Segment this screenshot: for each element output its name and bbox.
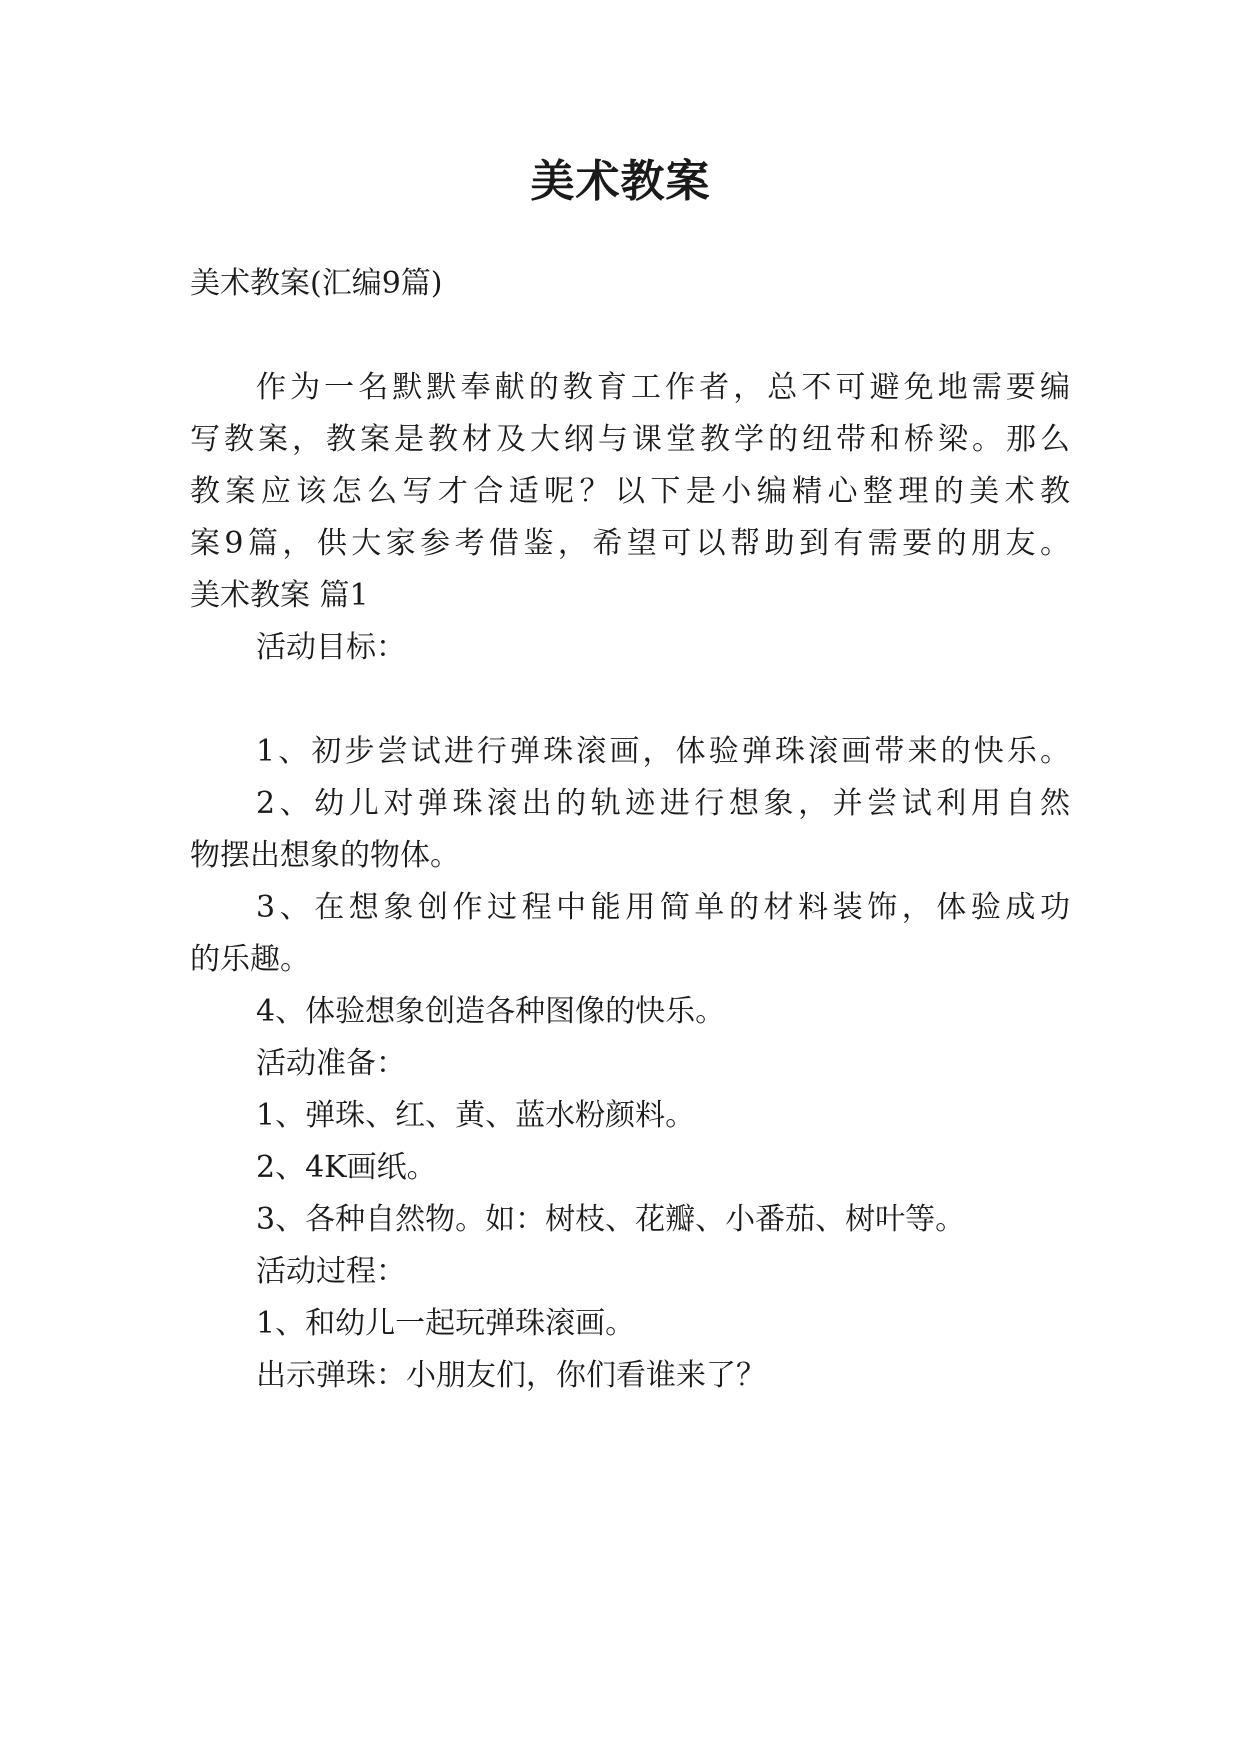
goal-item: 3、在想象创作过程中能用简单的材料装饰，体验成功 [256, 890, 1070, 925]
section-heading: 美术教案 篇1 [190, 578, 369, 613]
goal-item-continuation: 物摆出想象的物体。 [190, 838, 460, 873]
goal-item: 4、体验想象创造各种图像的快乐。 [256, 994, 726, 1029]
goal-item: 1、初步尝试进行弹珠滚画，体验弹珠滚画带来的快乐。 [256, 734, 1070, 769]
intro-line: 案9篇，供大家参考借鉴，希望可以帮助到有需要的朋友。 [190, 526, 1070, 561]
document-title: 美术教案 [530, 156, 711, 207]
intro-line: 写教案，教案是教材及大纲与课堂教学的纽带和桥梁。那么 [190, 422, 1070, 457]
process-heading: 活动过程： [256, 1254, 406, 1289]
prep-heading: 活动准备： [256, 1046, 406, 1081]
intro-line: 作为一名默默奉献的教育工作者，总不可避免地需要编 [256, 370, 1070, 405]
process-item: 出示弹珠：小朋友们，你们看谁来了？ [256, 1358, 766, 1393]
intro-line: 教案应该怎么写才合适呢？以下是小编精心整理的美术教 [190, 474, 1070, 509]
prep-item: 3、各种自然物。如：树枝、花瓣、小番茄、树叶等。 [256, 1202, 966, 1237]
goal-item: 2、幼儿对弹珠滚出的轨迹进行想象，并尝试利用自然 [256, 786, 1070, 821]
process-item: 1、和幼儿一起玩弹珠滚画。 [256, 1306, 636, 1341]
document-subtitle: 美术教案(汇编9篇) [190, 266, 443, 301]
goal-item-continuation: 的乐趣。 [190, 942, 310, 977]
prep-item: 1、弹珠、红、黄、蓝水粉颜料。 [256, 1098, 696, 1133]
goals-heading: 活动目标： [256, 630, 406, 665]
prep-item: 2、4K画纸。 [256, 1150, 437, 1185]
